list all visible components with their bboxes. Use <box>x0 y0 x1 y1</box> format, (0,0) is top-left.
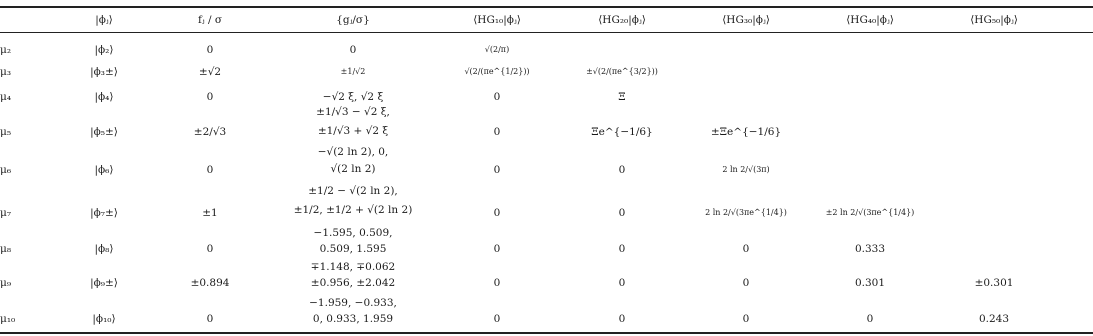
header-g: {gⱼ/σ} <box>336 14 370 26</box>
row-hg30: ±Ξe^{−1/6} <box>710 126 782 138</box>
row-hg10: 0 <box>493 164 501 176</box>
row-hg30: 2 ln 2/√(3πe^{1/4}) <box>705 208 787 217</box>
row-mu: μ₃ <box>0 66 12 78</box>
row-f: 0 <box>206 164 214 176</box>
bottom-rule <box>0 332 1093 334</box>
row-g: −√2 ξ, √2 ξ <box>322 91 384 103</box>
row-g-line1: −1.595, 0.509, <box>313 227 393 239</box>
row-g-line2: 0.509, 1.595 <box>319 243 387 255</box>
row-f: ±0.894 <box>190 277 230 289</box>
row-state: |ϕ₂⟩ <box>94 44 114 56</box>
row-hg10: 0 <box>493 313 501 325</box>
row-hg20: 0 <box>618 313 626 325</box>
row-g-line2: ±1/2, ±1/2 + √(2 ln 2) <box>293 204 413 216</box>
row-hg10: 0 <box>493 126 501 138</box>
row-hg20: 0 <box>618 164 626 176</box>
row-hg30: 0 <box>742 313 750 325</box>
row-mu: μ₈ <box>0 243 12 255</box>
row-hg20: 0 <box>618 243 626 255</box>
row-g-line2: √(2 ln 2) <box>330 163 376 175</box>
row-mu: μ₄ <box>0 91 12 103</box>
row-g-line2: ±0.956, ±2.042 <box>310 277 396 289</box>
row-mu: μ₆ <box>0 164 12 176</box>
row-mu: μ₁₀ <box>0 313 16 325</box>
row-hg10: 0 <box>493 207 501 219</box>
row-mu: μ₂ <box>0 44 12 56</box>
header-rule <box>0 32 1093 33</box>
row-hg10: √(2/π) <box>484 45 510 54</box>
row-hg10: 0 <box>493 91 501 103</box>
row-hg10: 0 <box>493 243 501 255</box>
row-g-line2: 0, 0.933, 1.959 <box>312 313 394 325</box>
row-state: |ϕ₄⟩ <box>94 91 114 103</box>
row-f: ±√2 <box>198 66 222 78</box>
header-hg20: ⟨HG₂₀|ϕⱼ⟩ <box>598 14 646 26</box>
row-g-line1: ∓1.148, ∓0.062 <box>310 261 396 273</box>
row-hg50: ±0.301 <box>974 277 1014 289</box>
row-hg30: 2 ln 2/√(3π) <box>722 165 770 174</box>
row-hg30: 0 <box>742 243 750 255</box>
row-hg40: ±2 ln 2/√(3πe^{1/4}) <box>825 208 915 217</box>
row-state: |ϕ₃±⟩ <box>90 66 118 78</box>
header-hg10: ⟨HG₁₀|ϕⱼ⟩ <box>473 14 521 26</box>
row-hg20: ±√(2/(πe^{3/2})) <box>586 67 658 76</box>
header-hg30: ⟨HG₃₀|ϕⱼ⟩ <box>722 14 770 26</box>
row-hg20: 0 <box>618 207 626 219</box>
row-g-line1: ±1/2 − √(2 ln 2), <box>308 185 398 197</box>
row-g: ±1/√2 <box>340 67 366 76</box>
row-g-line1: −1.959, −0.933, <box>309 297 397 309</box>
row-f: 0 <box>206 243 214 255</box>
row-state: |ϕ₉±⟩ <box>90 277 118 289</box>
header-hg40: ⟨HG₄₀|ϕⱼ⟩ <box>846 14 894 26</box>
row-g-line1: −√(2 ln 2), 0, <box>317 146 389 158</box>
row-hg20: Ξe^{−1/6} <box>591 126 653 138</box>
row-hg40: 0 <box>866 313 874 325</box>
row-hg20: Ξ <box>618 91 626 103</box>
row-hg40: 0.333 <box>854 243 886 255</box>
row-f: 0 <box>206 91 214 103</box>
header-state: |ϕⱼ⟩ <box>95 14 113 26</box>
top-rule <box>0 6 1093 8</box>
row-hg10: √(2/(πe^{1/2})) <box>464 67 530 76</box>
row-f: ±1 <box>202 207 218 219</box>
row-state: |ϕ₅±⟩ <box>90 126 118 138</box>
row-g-line2: ±1/√3 + √2 ξ <box>317 125 389 137</box>
row-g: 0 <box>349 44 357 56</box>
row-state: |ϕ₆⟩ <box>94 164 114 176</box>
header-f: fⱼ / σ <box>197 14 223 26</box>
row-hg30: 0 <box>742 277 750 289</box>
row-f: ±2/√3 <box>193 126 227 138</box>
header-hg50: ⟨HG₅₀|ϕⱼ⟩ <box>970 14 1018 26</box>
row-mu: μ₇ <box>0 207 12 219</box>
row-mu: μ₉ <box>0 277 12 289</box>
row-hg40: 0.301 <box>854 277 886 289</box>
row-mu: μ₅ <box>0 126 12 138</box>
row-f: 0 <box>206 44 214 56</box>
row-hg10: 0 <box>493 277 501 289</box>
row-g-line1: ±1/√3 − √2 ξ, <box>316 106 390 118</box>
row-state: |ϕ₇±⟩ <box>90 207 118 219</box>
row-state: |ϕ₁₀⟩ <box>92 313 116 325</box>
row-state: |ϕ₈⟩ <box>94 243 114 255</box>
row-hg50: 0.243 <box>978 313 1010 325</box>
row-f: 0 <box>206 313 214 325</box>
row-hg20: 0 <box>618 277 626 289</box>
